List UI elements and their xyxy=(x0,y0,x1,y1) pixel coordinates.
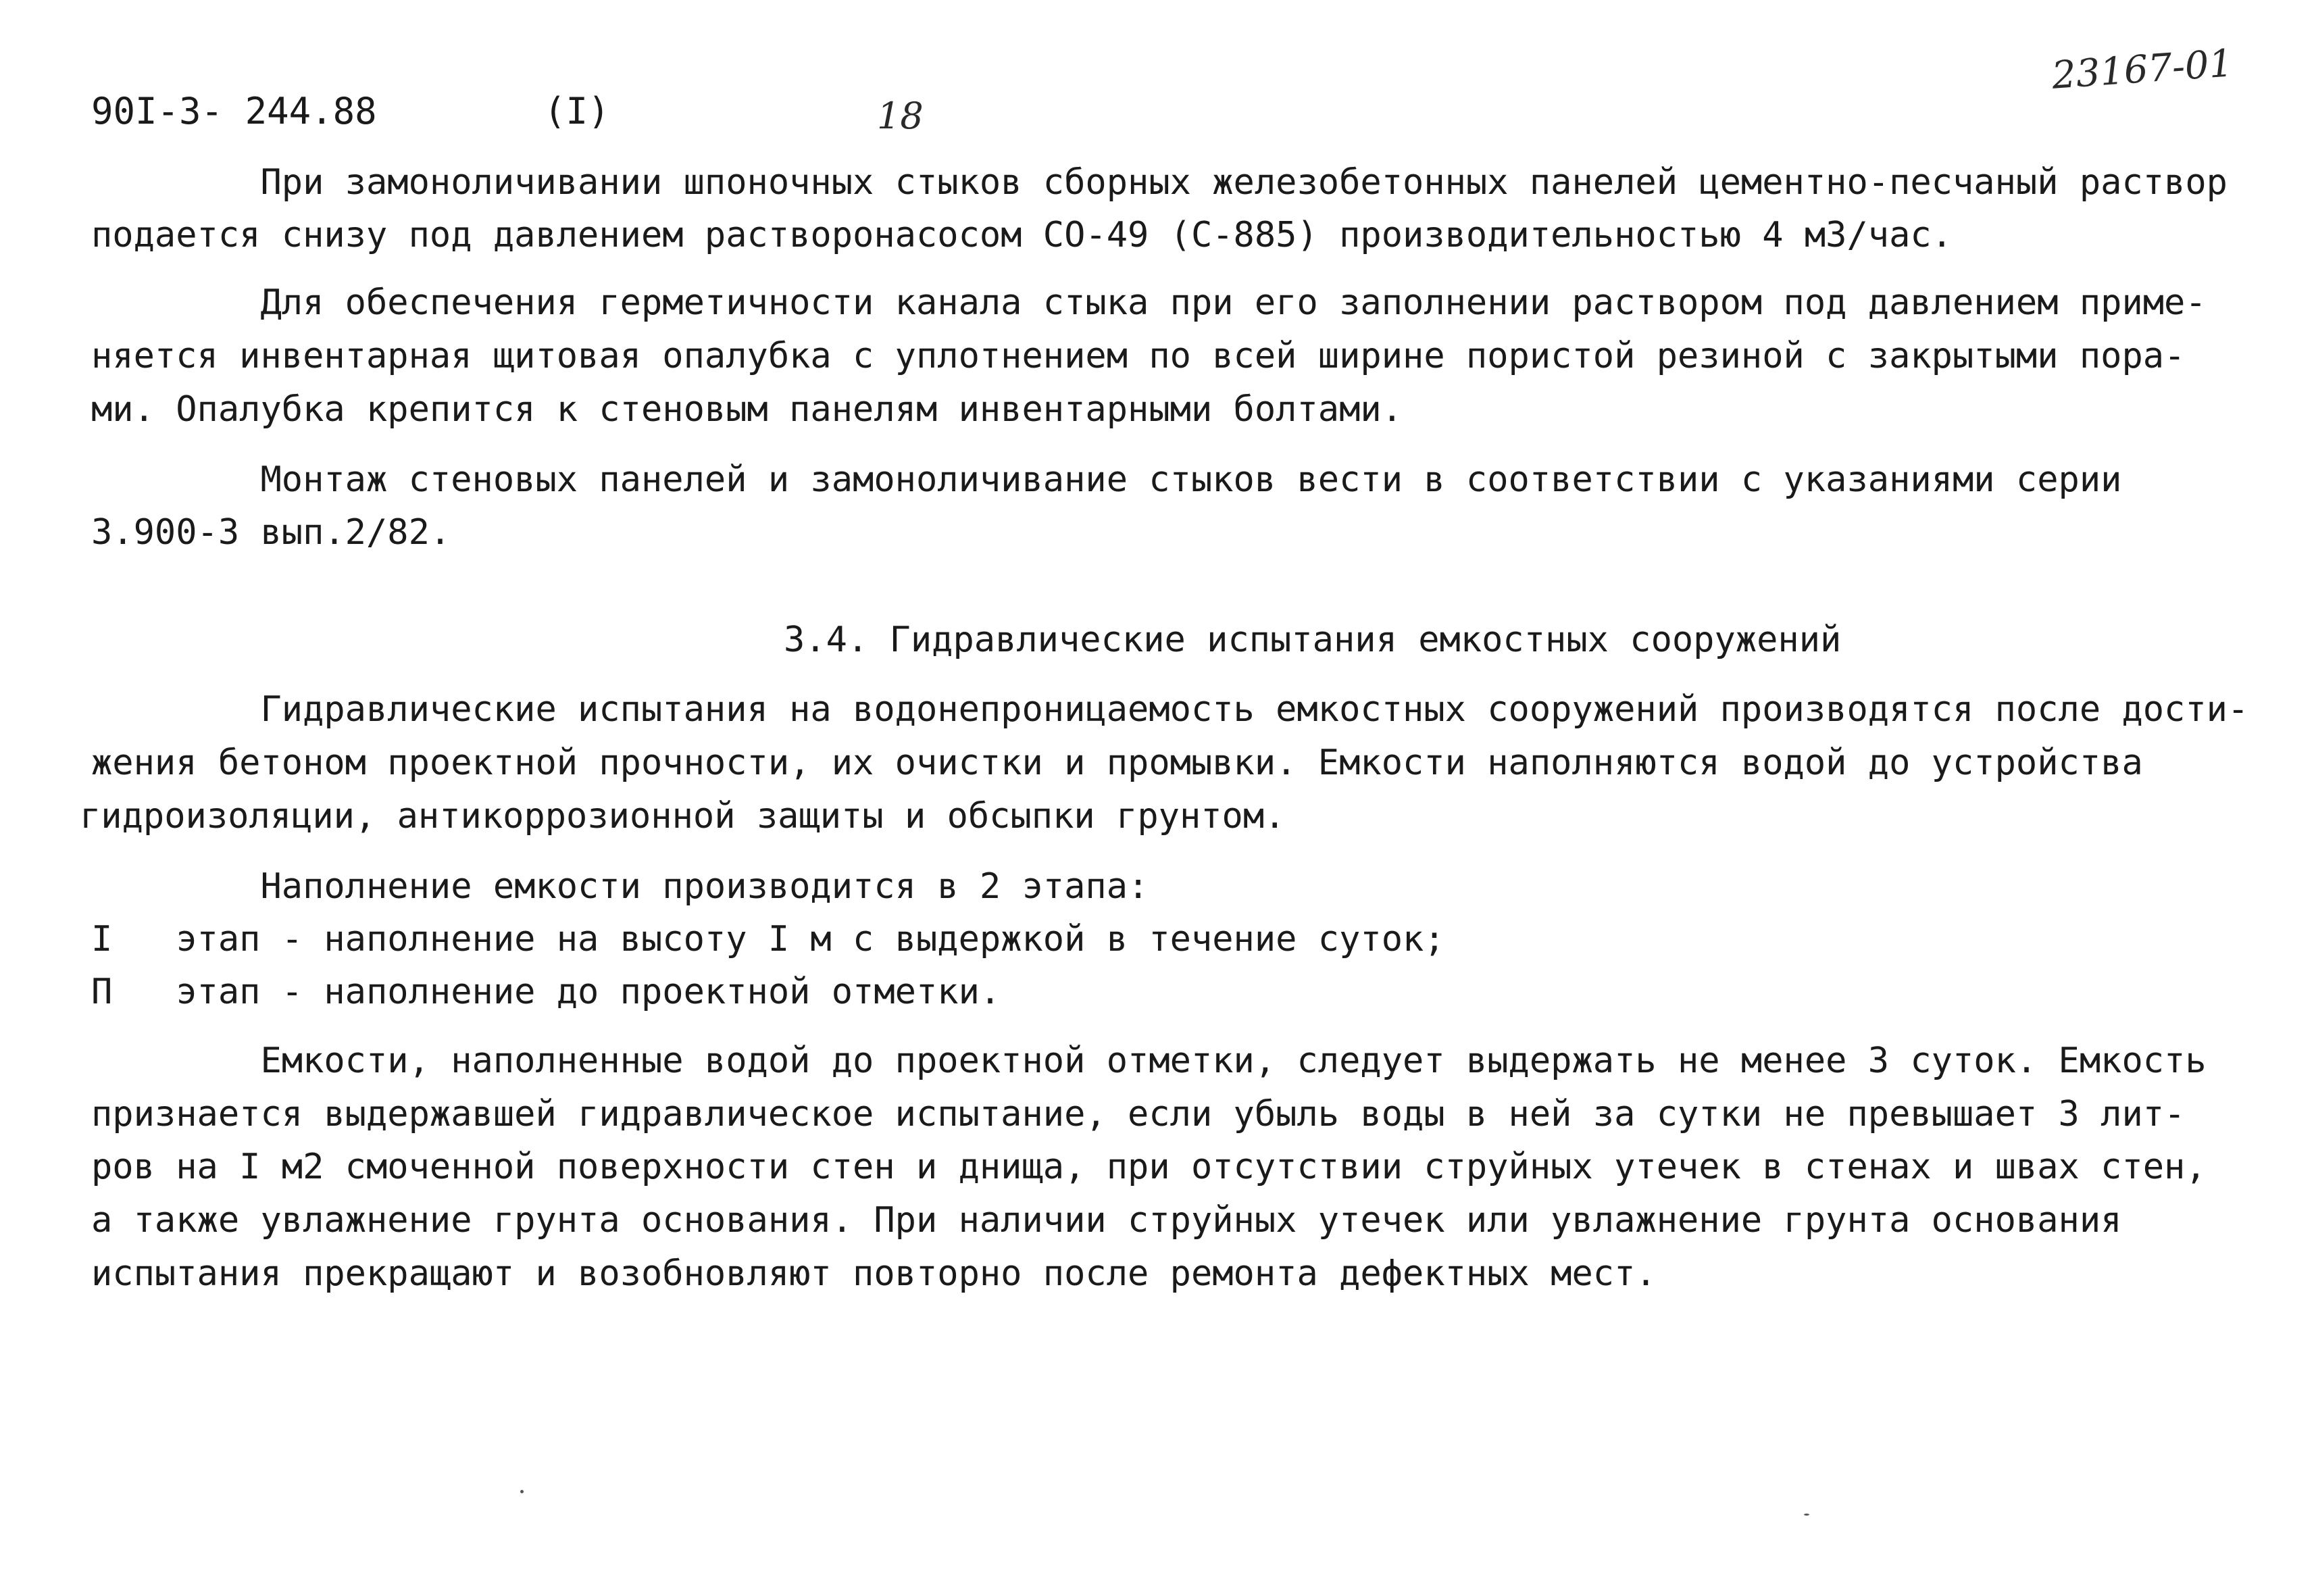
paragraph-4-line-1: Гидравлические испытания на водонепроницаемость емкостных сооружений производятся после дости- xyxy=(91,689,2249,730)
paragraph-6-line-4: а также увлажнение грунта основания. При наличии струйных утечек или увлажнение грунта основания xyxy=(91,1200,2122,1241)
paragraph-6-line-3: ров на I м2 смоченной поверхности стен и днища, при отсутствии струйных утечек в стенах и швах стен, xyxy=(91,1147,2207,1187)
paragraph-6-line-1: Емкости, наполненные водой до проектной отметки, следует выдержать не менее 3 суток. Емкость xyxy=(91,1041,2207,1081)
paragraph-6-line-2: признается выдержавшей гидравлическое испытание, если убыль воды в ней за сутки не превышает 3 лит- xyxy=(91,1094,2186,1134)
stage-1-item: I этап - наполнение на высоту I м с выдержкой в течение суток; xyxy=(91,919,1445,959)
document-code: 90I-3- 244.88 xyxy=(91,90,377,132)
paragraph-3-line-2: 3.900-3 вып.2/82. xyxy=(91,512,451,553)
section-title: 3.4. Гидравлические испытания емкостных сооружений xyxy=(784,620,1842,660)
paragraph-1-line-2: подается снизу под давлением растворонасосом СО-49 (С-885) производительностью 4 м3/час. xyxy=(91,215,1953,255)
paragraph-2-line-1: Для обеспечения герметичности канала стыка при его заполнении раствором под давлением приме- xyxy=(91,282,2207,323)
paragraph-3-line-1: Монтаж стеновых панелей и замоноличивание стыков вести в соответствии с указаниями серии xyxy=(91,459,2122,500)
document-part: (I) xyxy=(544,90,610,132)
paragraph-2-line-3: ми. Опалубка крепится к стеновым панелям инвентарными болтами. xyxy=(91,389,1403,430)
stage-2-item: П этап - наполнение до проектной отметки. xyxy=(91,972,1001,1012)
paragraph-5-line-1: Наполнение емкости производится в 2 этапа: xyxy=(91,866,1149,907)
archive-number: 23167-01 xyxy=(2051,41,2235,98)
paragraph-2-line-2: няется инвентарная щитовая опалубка с уплотнением по всей ширине пористой резиной с закрытыми пора- xyxy=(91,336,2186,376)
scan-speck xyxy=(520,1490,524,1493)
paragraph-4-line-2: жения бетоном проектной прочности, их очистки и промывки. Емкости наполняются водой до устройства xyxy=(91,743,2143,783)
paragraph-6-line-5: испытания прекращают и возобновляют повторно после ремонта дефектных мест. xyxy=(91,1253,1657,1294)
paragraph-4-line-3: гидроизоляции, антикоррозионной защиты и обсыпки грунтом. xyxy=(80,796,1286,837)
page-number: 18 xyxy=(877,95,924,137)
scan-speck xyxy=(1804,1514,1809,1516)
paragraph-1-line-1: При замоноличивании шпоночных стыков сборных железобетонных панелей цементно-песчаный раствор xyxy=(91,162,2228,203)
